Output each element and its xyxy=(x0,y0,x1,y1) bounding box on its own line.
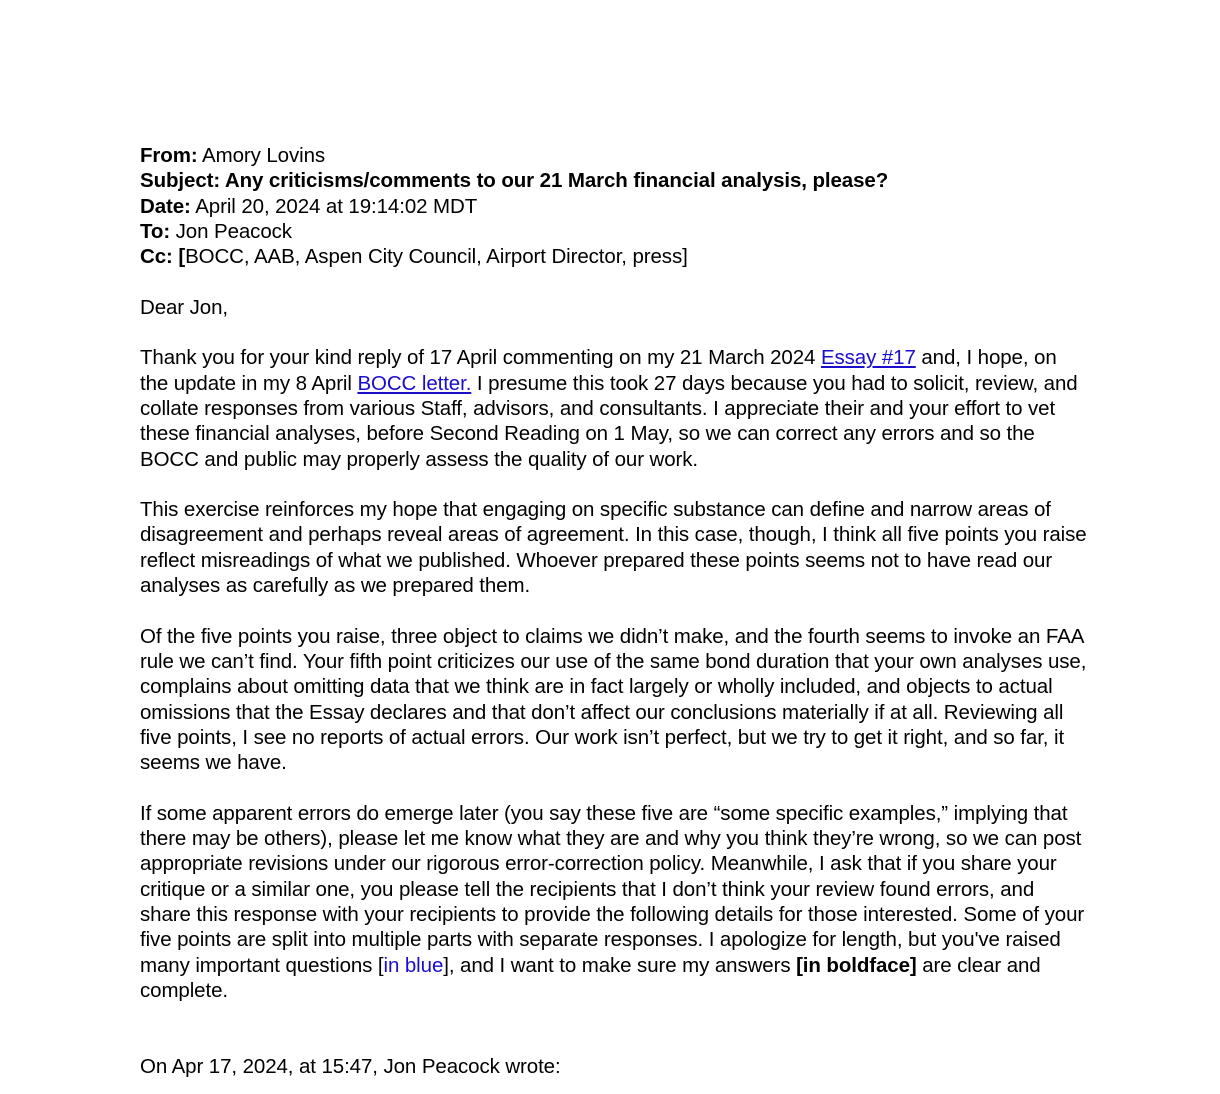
date-label: Date: xyxy=(140,194,191,218)
paragraph-4-text-c: are clear and complete. xyxy=(140,953,1041,1002)
from-value: Amory Lovins xyxy=(197,144,326,167)
quote-intro: On Apr 17, 2024, at 15:47, Jon Peacock wrote: xyxy=(140,1055,561,1079)
cc-label: Cc: [ xyxy=(140,245,186,269)
bocc-letter-link[interactable]: BOCC letter. xyxy=(357,371,472,395)
paragraph-1-text-c: I presume this took 27 days because you had to solicit, review, and collate responses from various Staff, advisors, and consultants. I appreciate their and your effort to vet these financial analyses, before Second Reading on 1 May, so we can correct any errors and so the BOCC and public may properly assess the quality of our work. xyxy=(140,371,1078,471)
to-line xyxy=(140,219,1090,244)
email-document xyxy=(140,143,1090,1079)
to-label: To: xyxy=(140,219,171,243)
essay-17-link[interactable]: Essay #17 xyxy=(820,346,916,370)
paragraph-1 xyxy=(140,345,1090,471)
cc-line xyxy=(140,244,1090,269)
paragraph-1-text-a: Thank you for your kind reply of 17 April commenting on my 21 March 2024 xyxy=(140,346,821,370)
date-value: April 20, 2024 at 19:14:02 MDT xyxy=(190,194,478,218)
in-blue-text: in blue xyxy=(383,953,444,977)
from-label: From: xyxy=(140,144,198,167)
paragraph-4-text-a: If some apparent errors do emerge later (you say these five are “some specific examples,” implying that there may be others), please let me know what they are and why you think they’re wrong, so we can post appropriate revisions under our rigorous error-correction policy. Meanwhile, I ask that if you share your critique or a similar one, you please tell the recipients that I don’t think your review found errors, and share this response with your recipients to provide the following details for those interested. Some of your five points are split into multiple parts with separate responses. I apologize for length, but you've raised many important questions [ xyxy=(140,801,1085,977)
paragraph-2: This exercise reinforces my hope that engaging on specific substance can define and narrow areas of disagreement and perhaps reveal areas of agreement. In this case, though, I think all five points you raise reflect misreadings of what we published. Whoever prepared these points seems not to have read our analyses as carefully as we prepared them. xyxy=(140,498,1087,598)
paragraph-4 xyxy=(140,801,1090,1003)
in-boldface-text: [in boldface] xyxy=(796,953,917,977)
to-value: Jon Peacock xyxy=(170,219,292,243)
email-header xyxy=(140,143,1090,269)
paragraph-3: Of the five points you raise, three object to claims we didn’t make, and the fourth seems to invoke an FAA rule we can’t find. Your fifth point criticizes our use of the same bond duration that your own analyses use, complains about omitting data that we think are in fact largely or wholly included, and objects to actual omissions that the Essay declares and that don’t affect our conclusions materially if at all. Reviewing all five points, I see no reports of actual errors. Our work isn’t perfect, but we try to get it right, and so far, it seems we have. xyxy=(140,624,1087,775)
paragraph-1-text-b: and, I hope, on the update in my 8 April xyxy=(140,346,1057,395)
subject-line xyxy=(140,168,1090,193)
cc-value: BOCC, AAB, Aspen City Council, Airport Director, press] xyxy=(185,245,688,269)
subject-label: Subject: xyxy=(140,169,221,193)
from-line xyxy=(140,143,1090,168)
greeting: Dear Jon, xyxy=(140,295,228,319)
subject-value: Any criticisms/comments to our 21 March financial analysis, please? xyxy=(220,169,889,193)
paragraph-4-text-b: ], and I want to make sure my answers xyxy=(443,953,797,977)
date-line xyxy=(140,194,1090,219)
